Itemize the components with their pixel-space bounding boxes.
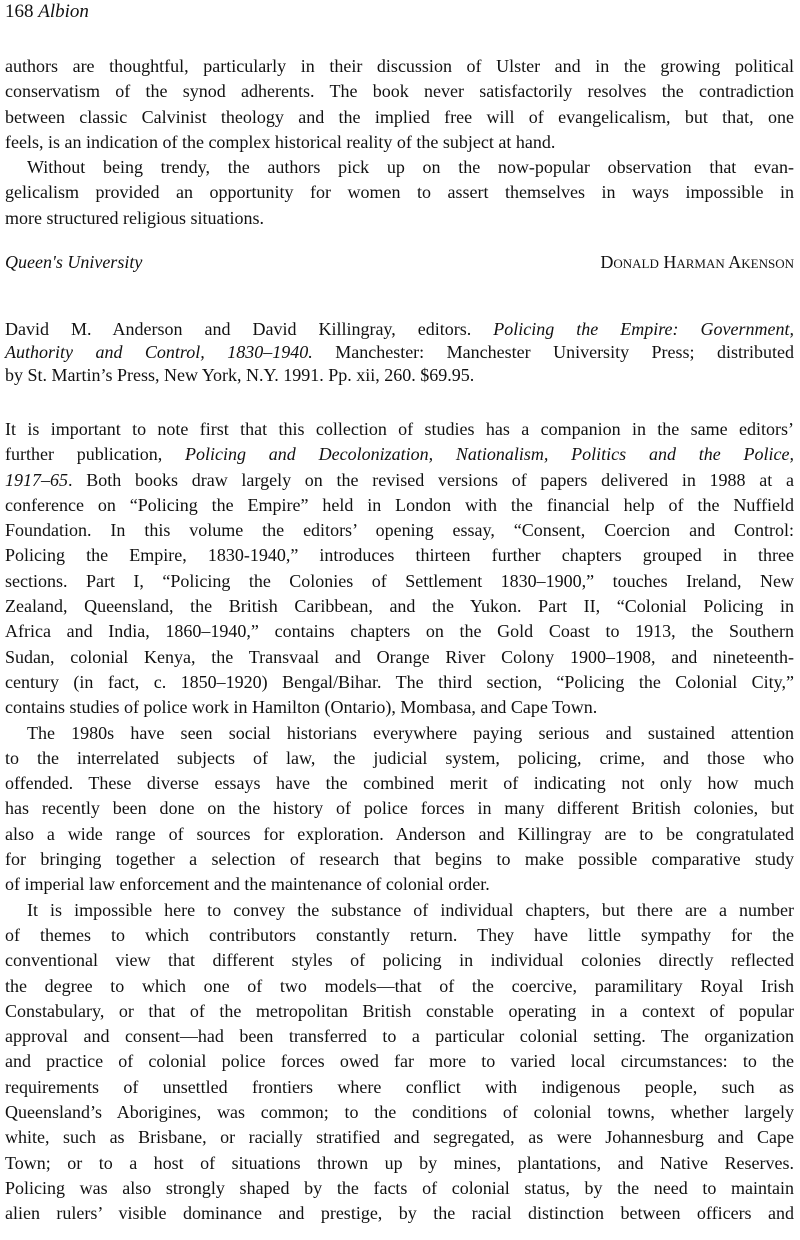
text-segment: the degree to which one of two models—that of the coercive, paramilitary Royal Irish [5, 975, 794, 996]
text-segment: Manchester: Manchester University Press; distributed [312, 342, 794, 362]
text-line [5, 442, 794, 467]
text-segment: century (in fact, c. 1850–1920) Bengal/Bihar. The third section, “Policing the Colonial City,” [5, 671, 794, 692]
text-segment: white, such as Brisbane, or racially stratified and segregated, as were Johannesburg and Cape [5, 1127, 794, 1148]
text-segment: The 1980s have seen social historians everywhere paying serious and sustained attention [27, 722, 794, 743]
review-signature [5, 250, 794, 275]
text-segment: Without being trendy, the authors pick up on the now-popular observation that evan- [27, 157, 794, 178]
text-line [5, 569, 794, 594]
text-segment: also a wide range of sources for exploration. Anderson and Killingray are to be congratulated [5, 823, 794, 844]
text-line [5, 872, 794, 897]
text-line [5, 847, 794, 872]
text-line [5, 822, 794, 847]
italic-title-text: 1917–65 [5, 469, 68, 490]
text-line [5, 1151, 794, 1176]
text-segment: Town; or to a host of situations thrown up by mines, plantations, and Native Reserves. [5, 1152, 794, 1173]
text-segment: by St. Martin’s Press, New York, N.Y. 1991. Pp. xii, 260. $69.95. [5, 365, 475, 385]
text-line [5, 155, 794, 180]
text-line [5, 1049, 794, 1074]
text-segment: sections. Part I, “Policing the Colonies of Settlement 1830–1900,” touches Ireland, New [5, 570, 794, 591]
text-line [5, 364, 794, 387]
text-segment: conventional view that different styles of policing in individual colonies directly reflected [5, 950, 794, 971]
text-segment: Queensland’s Aborigines, was common; to the conditions of colonial towns, whether largely [5, 1102, 794, 1123]
text-segment: requirements of unsettled frontiers where conflict with indigenous people, such as [5, 1076, 794, 1097]
text-segment: It is impossible here to convey the substance of individual chapters, but there are a number [27, 899, 794, 920]
text-line [5, 468, 794, 493]
italic-title-text: Authority and Control, 1830–1940. [5, 342, 313, 362]
text-line [5, 493, 794, 518]
text-segment: conference on “Policing the Empire” held in London with the financial help of the Nuffield [5, 494, 794, 515]
text-line [5, 180, 794, 205]
journal-title: Albion [38, 1, 89, 22]
text-line [5, 105, 794, 130]
text-line [5, 721, 794, 746]
text-segment: has recently been done on the history of police forces in many different British colonies, but [5, 798, 794, 819]
text-segment: Africa and India, 1860–1940,” contains chapters on the Gold Coast to 1913, the Southern [5, 621, 794, 642]
text-segment: David M. Anderson and David Killingray, editors. [5, 319, 494, 339]
text-line [5, 771, 794, 796]
text-segment: It is important to note first that this collection of studies has a companion in the same editors’ [5, 419, 794, 439]
review-body [5, 417, 794, 1227]
text-line [5, 746, 794, 771]
book-citation [5, 318, 794, 387]
reviewer-name: Donald Harman Akenson [600, 252, 794, 272]
text-line [5, 619, 794, 644]
text-line [5, 1075, 794, 1100]
text-line [5, 695, 794, 720]
text-line [5, 417, 794, 442]
text-segment: Foundation. In this volume the editors’ opening essay, “Consent, Coercion and Control: [5, 520, 794, 541]
italic-title-text: Policing and Decolonization, Nationalism, Politics and the Police, [185, 444, 794, 465]
text-line [5, 79, 794, 104]
page-number: 168 [5, 1, 34, 22]
text-segment: gelicalism provided an opportunity for women to assert themselves in ways impossible in [5, 182, 794, 203]
text-segment: offended. These diverse essays have the combined merit of indicating not only how much [5, 773, 794, 794]
text-segment: alien rulers’ visible dominance and prestige, by the racial distinction between officers and [5, 1203, 794, 1224]
text-line [5, 594, 794, 619]
running-header [5, 0, 794, 24]
text-line [5, 974, 794, 999]
text-line [5, 948, 794, 973]
text-segment: of imperial law enforcement and the maintenance of colonial order. [5, 874, 490, 895]
text-segment: between classic Calvinist theology and the implied free will of evangelicalism, but that, one [5, 106, 794, 127]
text-segment: for bringing together a selection of research that begins to make possible comparative study [5, 849, 794, 870]
text-line [5, 1100, 794, 1125]
text-line [5, 518, 794, 543]
previous-review-text [5, 54, 794, 231]
text-line [5, 206, 794, 231]
text-line [5, 318, 794, 341]
text-segment: more structured religious situations. [5, 207, 264, 228]
text-line [5, 341, 794, 364]
text-segment: conservatism of the synod adherents. The book never satisfactorily resolves the contradiction [5, 81, 794, 102]
text-segment: Policing the Empire, 1830-1940,” introduces thirteen further chapters grouped in three [5, 545, 794, 566]
reviewer-institution: Queen's University [5, 252, 143, 272]
text-line [5, 1176, 794, 1201]
text-segment: feels, is an indication of the complex historical reality of the subject at hand. [5, 131, 556, 152]
text-segment: approval and consent—had been transferred to a particular colonial setting. The organization [5, 1026, 794, 1047]
text-segment: Zealand, Queensland, the British Caribbean, and the Yukon. Part II, “Colonial Policing in [5, 596, 794, 617]
text-segment: Constabulary, or that of the metropolitan British constable operating in a context of popular [5, 1000, 794, 1021]
text-segment: Sudan, colonial Kenya, the Transvaal and Orange River Colony 1900–1908, and nineteenth- [5, 646, 794, 667]
text-line [5, 1125, 794, 1150]
text-line [5, 1024, 794, 1049]
text-line [5, 898, 794, 923]
text-line [5, 670, 794, 695]
text-line [5, 130, 794, 155]
text-line [5, 54, 794, 79]
text-line [5, 796, 794, 821]
text-segment: to the interrelated subjects of law, the judicial system, policing, crime, and those who [5, 747, 794, 768]
text-line [5, 1201, 794, 1226]
text-segment: further publication, [5, 444, 186, 465]
text-segment: of themes to which contributors constantly return. They have little sympathy for the [5, 924, 794, 945]
text-segment: and practice of colonial police forces owed far more to varied local circumstances: to the [5, 1051, 794, 1072]
text-line [5, 999, 794, 1024]
italic-title-text: Policing the Empire: Government, [493, 319, 795, 339]
text-segment: Policing was also strongly shaped by the facts of colonial status, by the need to maintain [5, 1177, 794, 1198]
text-segment: contains studies of police work in Hamilton (Ontario), Mombasa, and Cape Town. [5, 697, 598, 718]
text-segment: . Both books draw largely on the revised versions of papers delivered in 1988 at a [68, 469, 794, 490]
text-line [5, 543, 794, 568]
text-line [5, 645, 794, 670]
text-line [5, 923, 794, 948]
text-segment: authors are thoughtful, particularly in their discussion of Ulster and in the growing political [5, 56, 794, 76]
